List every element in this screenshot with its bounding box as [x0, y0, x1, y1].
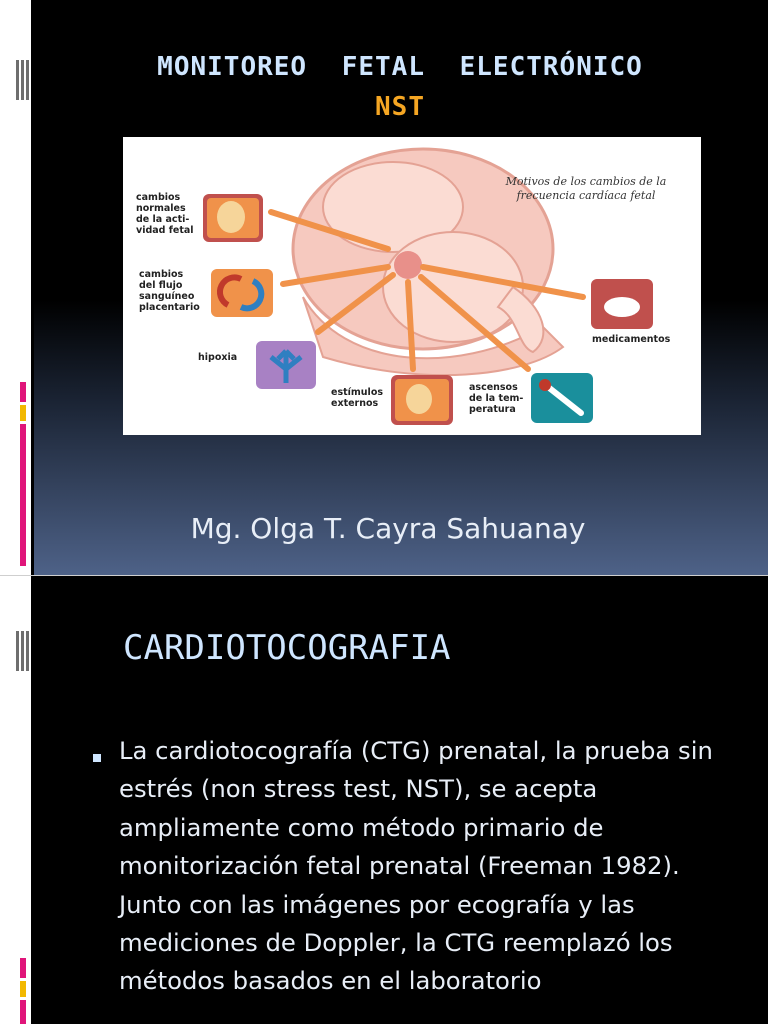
- slide-heading: CARDIOTOCOGRAFIA: [123, 628, 451, 668]
- slide-title-nst: NST: [375, 92, 425, 122]
- bullet-text: La cardiotocografía (CTG) prenatal, la prueba sin estrés (non stress test, NST), se acepta ampliamente como método primario de monitorización fetal prenatal (Freeman 1982). Junto con las imágenes por ecografía y las mediciones de Doppler, la CTG reemplazó los métodos basados en el laboratorio: [119, 736, 713, 996]
- medication-icon: [591, 279, 653, 329]
- label-blood-flow: cambios del flujo sanguíneo placentario: [139, 269, 200, 313]
- label-medication: medicamentos: [592, 334, 671, 345]
- accent-bar-yellow: [20, 405, 26, 421]
- slide-title-line1: MONITOREO FETAL ELECTRÓNICO: [157, 52, 643, 82]
- author-name: Mg. Olga T. Cayra Sahuanay: [190, 512, 586, 545]
- fetal-activity-icon: [203, 194, 263, 242]
- blood-flow-icon: [211, 269, 273, 317]
- accent-bar-pink-long: [20, 1000, 26, 1024]
- label-external-stimuli: estímulos externos: [331, 387, 383, 409]
- accent-bar-pink: [20, 958, 26, 978]
- label-temperature: ascensos de la tem- peratura: [469, 382, 524, 415]
- slide-cardiotocografia: [0, 576, 768, 1024]
- accent-bar-yellow: [20, 981, 26, 997]
- label-fetal-activity: cambios normales de la acti- vidad fetal: [136, 192, 194, 236]
- bullet-square-icon: [93, 754, 101, 762]
- fetal-heart-rate-figure: [123, 137, 701, 435]
- label-hypoxia: hipoxia: [198, 352, 238, 363]
- side-bars-decoration: [16, 631, 32, 671]
- thermometer-icon: [531, 373, 593, 423]
- figure-caption: Motivos de los cambios de la frecuencia cardíaca fetal: [505, 175, 667, 202]
- accent-bar-pink: [20, 382, 26, 402]
- external-stimuli-icon: [391, 375, 453, 425]
- hypoxia-icon: [256, 341, 316, 389]
